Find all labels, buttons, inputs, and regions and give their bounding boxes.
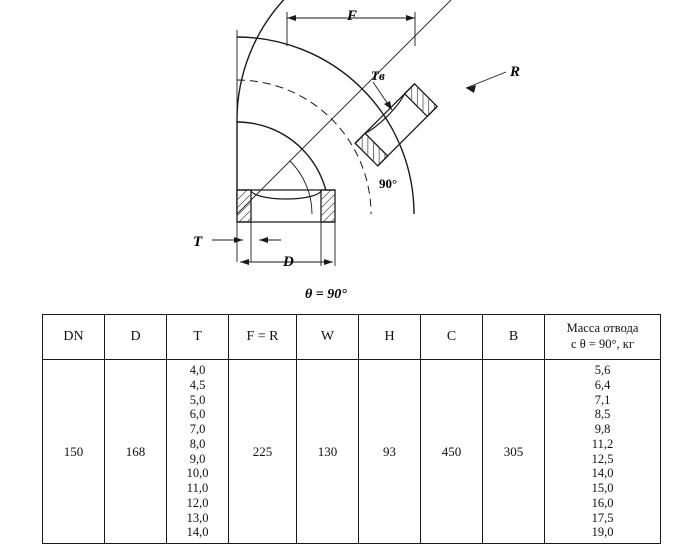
table-row <box>43 360 661 544</box>
angle-label-90: 90° <box>379 176 398 191</box>
column-header-t: T <box>167 315 229 360</box>
mass-value: 7,1 <box>594 392 611 407</box>
column-header-w: W <box>297 315 359 360</box>
cell-mass <box>545 360 661 544</box>
column-header-d: D <box>105 315 167 360</box>
mass-value: 14,0 <box>591 466 614 481</box>
t-value: 7,0 <box>189 422 206 436</box>
cell-w: 130 <box>297 360 359 544</box>
spec-table <box>42 314 661 544</box>
mass-value: 9,8 <box>594 422 611 436</box>
t-value: 13,0 <box>186 510 209 525</box>
mass-value: 6,4 <box>594 377 611 392</box>
mass-value: 5,6 <box>594 363 611 377</box>
t-value: 6,0 <box>189 407 206 422</box>
t-value-list <box>167 360 228 543</box>
cell-f-r: 225 <box>229 360 297 544</box>
mass-value: 16,0 <box>591 495 614 510</box>
dimension-label-r: R <box>510 64 521 80</box>
t-value: 11,0 <box>186 481 209 495</box>
spec-table-wrapper <box>42 314 660 544</box>
dimension-label-t: T <box>193 234 203 250</box>
dimension-label-d: D <box>283 254 294 270</box>
column-header-dn: DN <box>43 315 105 360</box>
t-value: 4,5 <box>189 377 206 392</box>
column-header-h: H <box>359 315 421 360</box>
mass-value: 19,0 <box>591 525 614 540</box>
column-header-f-r: F = R <box>229 315 297 360</box>
mass-value-list <box>545 360 660 543</box>
cell-h: 93 <box>359 360 421 544</box>
mass-value: 12,5 <box>591 451 614 466</box>
t-value: 9,0 <box>189 451 206 466</box>
cell-t <box>167 360 229 544</box>
mass-header-line2: с θ = 90°, кг <box>571 337 634 351</box>
mass-value: 17,5 <box>591 510 614 525</box>
dimension-label-tv: Tв <box>371 68 385 83</box>
mass-value: 15,0 <box>591 481 614 495</box>
cell-dn: 150 <box>43 360 105 544</box>
cell-c: 450 <box>421 360 483 544</box>
column-header-b: B <box>483 315 545 360</box>
cell-d: 168 <box>105 360 167 544</box>
t-value: 12,0 <box>186 495 209 510</box>
t-value: 5,0 <box>189 392 206 407</box>
t-value: 10,0 <box>186 466 209 481</box>
mass-value: 8,5 <box>594 407 611 422</box>
table-header-row <box>43 315 661 360</box>
dimension-label-f: F <box>347 8 358 24</box>
mass-header-line1: Масса отвода <box>566 321 639 336</box>
column-header-mass <box>545 315 661 360</box>
t-value: 4,0 <box>189 363 206 377</box>
t-value: 8,0 <box>189 436 206 451</box>
mass-value: 11,2 <box>591 436 614 451</box>
column-header-c: C <box>421 315 483 360</box>
theta-caption: θ = 90° <box>305 287 347 302</box>
t-value: 14,0 <box>186 525 209 540</box>
cell-b: 305 <box>483 360 545 544</box>
